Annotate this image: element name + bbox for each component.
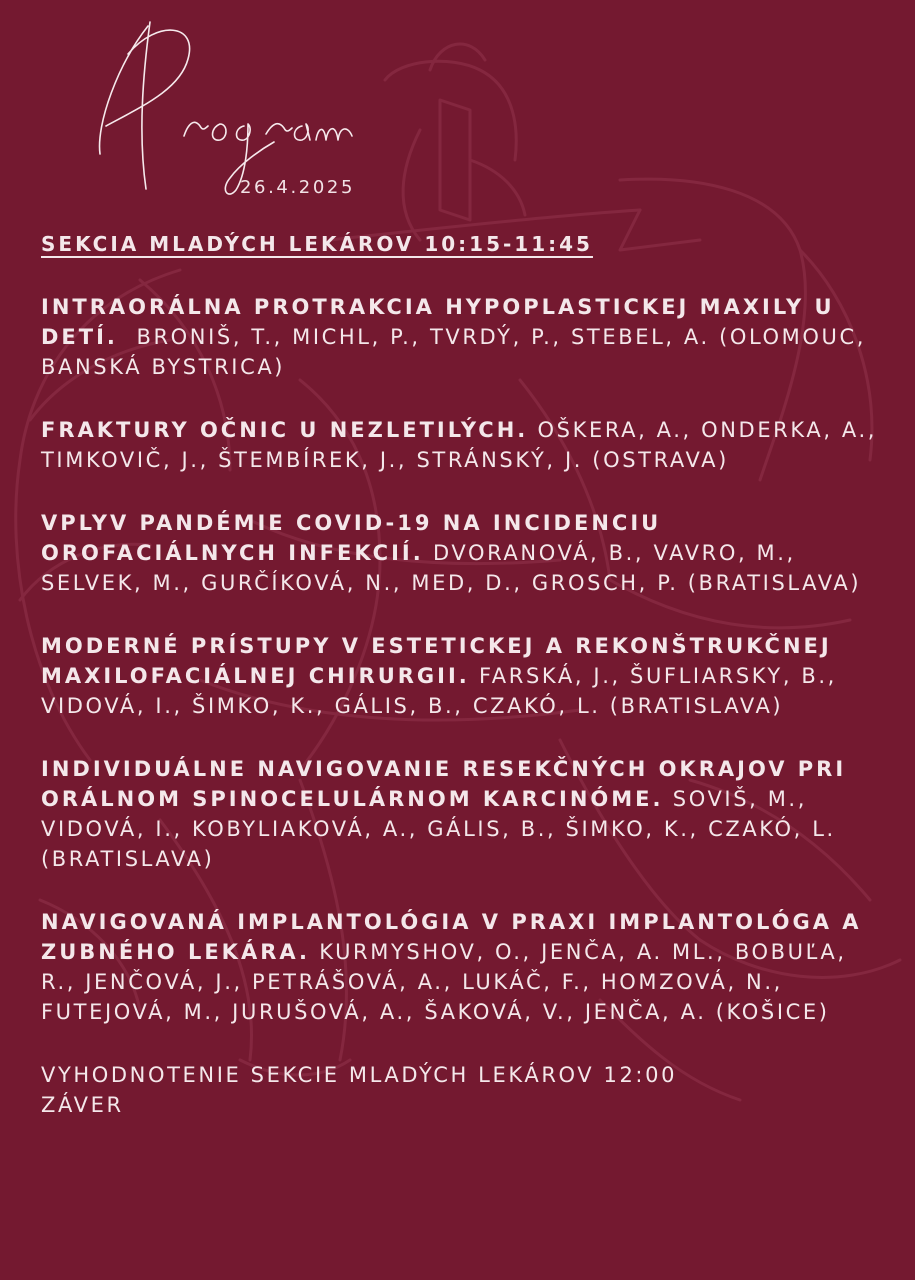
talk-title: INTRAORÁLNA PROTRAKCIA HYPOPLASTICKEJ MAXILY U DETÍ. [41,295,835,349]
program-entry [41,508,881,598]
program-footer [41,1060,881,1120]
talk-title: NAVIGOVANÁ IMPLANTOLÓGIA V PRAXI IMPLANTOLÓGA A ZUBNÉHO LEKÁRA. [41,910,862,964]
talk-title: FRAKTURY OČNIC U NEZLETILÝCH. [41,418,529,442]
talk-authors: OŠKERA, A., ONDERKA, A., TIMKOVIČ, J., ŠTEMBÍREK, J., STRÁNSKÝ, J. (OSTRAVA) [41,418,878,472]
program-script-title [88,14,358,204]
program-content [41,229,881,1120]
talk-authors: FARSKÁ, J., ŠUFLIARSKY, B., VIDOVÁ, I., ŠIMKO, K., GÁLIS, B., CZAKÓ, L. (BRATISLAVA) [41,664,837,718]
program-entry [41,907,881,1027]
program-entry [41,415,881,475]
program-entry [41,631,881,721]
program-entry [41,754,881,874]
talk-authors: DVORANOVÁ, B., VAVRO, M., SELVEK, M., GURČÍKOVÁ, N., MED, D., GROSCH, P. (BRATISLAVA) [41,541,862,595]
section-heading: SEKCIA MLADÝCH LEKÁROV 10:15-11:45 [41,232,593,256]
closing-line: ZÁVER [41,1093,124,1117]
talk-authors: BRONIŠ, T., MICHL, P., TVRDÝ, P., STEBEL, A. (OLOMOUC, BANSKÁ BYSTRICA) [41,325,867,379]
talk-authors: SOVIŠ, M., VIDOVÁ, I., KOBYLIAKOVÁ, A., GÁLIS, B., ŠIMKO, K., CZAKÓ, L. (BRATISLAVA) [41,787,836,871]
talk-authors: KURMYSHOV, O., JENČA, A. ML., BOBUĽA, R., JENČOVÁ, J., PETRÁŠOVÁ, A., LUKÁČ, F., HOMZOVÁ, N., FUTEJOVÁ, M., JURUŠOVÁ, A., ŠAKOVÁ, V., JENČA, A. (KOŠICE) [41,940,847,1024]
talk-title: MODERNÉ PRÍSTUPY V ESTETICKEJ A REKONŠTRUKČNEJ MAXILOFACIÁLNEJ CHIRURGII. [41,634,832,688]
talk-title: VPLYV PANDÉMIE COVID-19 NA INCIDENCIU OROFACIÁLNYCH INFEKCIÍ. [41,511,662,565]
program-entry [41,292,881,382]
talk-title: INDIVIDUÁLNE NAVIGOVANIE RESEKČNÝCH OKRAJOV PRI ORÁLNOM SPINOCELULÁRNOM KARCINÓME. [41,757,847,811]
event-date: 26.4.2025 [240,177,356,198]
evaluation-line: VYHODNOTENIE SEKCIE MLADÝCH LEKÁROV 12:00 [41,1063,678,1087]
